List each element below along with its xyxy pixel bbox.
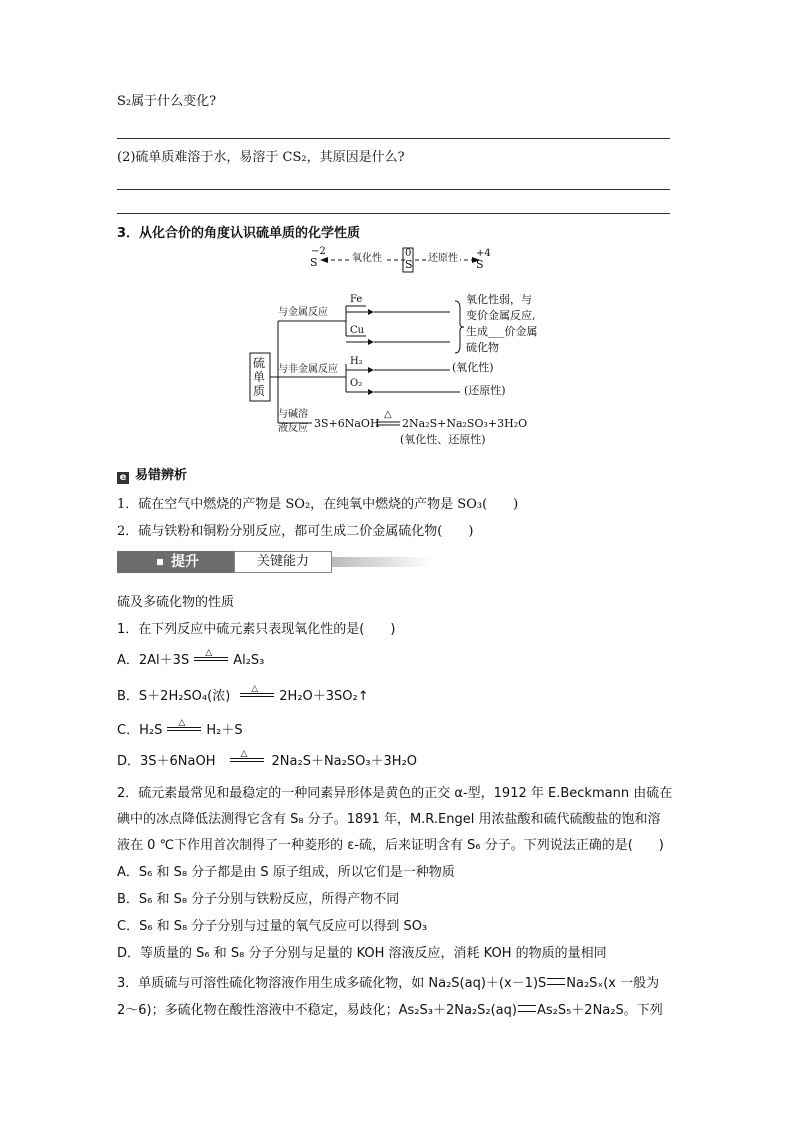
mistake-item-1: 1．硫在空气中燃烧的产物是 SO₂，在纯氧中燃烧的产物是 SO₃( ) xyxy=(117,497,519,512)
metal-note-line-1: 氧化性弱，与 xyxy=(466,293,532,306)
q1-d-lhs: D．3S＋6NaOH xyxy=(117,754,216,769)
practice-topic: 硫及多硫化物的性质 xyxy=(117,595,235,610)
banner-left xyxy=(117,551,234,573)
q2-option-a: A．S₆ 和 S₈ 分子都是由 S 原子组成，所以它们是一种物质 xyxy=(117,865,455,880)
h2-label: H₂ xyxy=(350,356,363,367)
banner-gradient xyxy=(332,557,432,567)
o2-note: (还原性) xyxy=(464,384,506,397)
metal-note-line-2: 变价金属反应, xyxy=(466,309,536,322)
equals-sign xyxy=(547,978,565,985)
q1-a-lhs: A．2Al＋3S xyxy=(117,653,190,668)
brace xyxy=(455,301,464,353)
q2-line-2: 碘中的冰点降低法测得它含有 S₈ 分子。1891 年，M.R.Engel 用浓盐酸和硫代硫酸盐的饱和溶 xyxy=(117,812,661,827)
alkali-note: (氧化性、还原性) xyxy=(400,433,486,446)
s-zero-valence: 0 xyxy=(405,248,412,259)
q2-option-d: D．等质量的 S₆ 和 S₈ 分子分别与足量的 KOH 溶液反应，消耗 KOH 的物质的量相同 xyxy=(117,946,607,961)
branch-alkali-label-2: 液反应 xyxy=(278,423,308,434)
mistakes-title-text: 易错辨析 xyxy=(135,468,188,483)
branch-nonmetal-label: 与非金属反应 xyxy=(278,364,338,375)
q3-line-2-a: 2～6)；多硫化物在酸性溶液中不稳定，易歧化；As₂S₃＋2Na₂S₂(aq) xyxy=(117,1003,517,1018)
sulfur-properties-diagram xyxy=(240,246,560,456)
answer-line xyxy=(117,138,670,139)
q1-b-lhs: B．S＋2H₂SO₄(浓) xyxy=(117,689,231,704)
banner-left-text: 提升 xyxy=(171,554,199,570)
q1-a-rhs: Al₂S₃ xyxy=(233,653,265,668)
q1-d-rhs: 2Na₂S＋Na₂SO₃＋3H₂O xyxy=(271,754,418,769)
q3-line-1-b: Na₂Sₓ(x 一般为 xyxy=(566,976,660,991)
section-banner xyxy=(117,551,432,573)
answer-line xyxy=(117,189,670,190)
q2-line-1: 2．硫元素最常见和最稳定的一种同素异形体是黄色的正交 α-型，1912 年 E.Beckmann 由硫在 xyxy=(117,786,673,801)
s-plus-4: S xyxy=(476,258,484,271)
banner-right-text: 关键能力 xyxy=(234,551,332,573)
s-zero: S xyxy=(405,258,413,271)
fe-label: Fe xyxy=(350,294,363,305)
s-plus-4-valence: +4 xyxy=(476,248,491,259)
question-2-text: (2)硫单质难溶于水，易溶于 CS₂，其原因是什么? xyxy=(117,150,405,165)
s-minus-2-valence: −2 xyxy=(311,246,326,257)
square-icon xyxy=(157,559,163,565)
q1-option-d xyxy=(117,749,418,771)
q1-option-a xyxy=(117,648,265,670)
answer-line xyxy=(117,213,670,214)
e-badge-icon: e xyxy=(117,472,129,484)
q3-line-1 xyxy=(117,975,659,993)
q2-option-b: B．S₆ 和 S₈ 分子分别与铁粉反应，所得产物不同 xyxy=(117,892,400,907)
q1-b-rhs: 2H₂O＋3SO₂↑ xyxy=(279,689,369,704)
q3-line-2-b: As₂S₅＋2Na₂S。下列 xyxy=(536,1003,663,1018)
metal-note-line-4: 硫化物 xyxy=(466,341,499,354)
section-3-title: 3．从化合价的角度认识硫单质的化学性质 xyxy=(117,226,361,241)
alkali-equation-lhs: 3S+6NaOH xyxy=(314,417,380,430)
heat-equals-sign: △ xyxy=(240,688,274,702)
reducing-label: 还原性 xyxy=(428,253,458,264)
metal-note-line-3: 生成___价金属 xyxy=(466,325,538,338)
delta-sign: △ xyxy=(384,409,392,420)
q1-option-b xyxy=(117,684,369,706)
q1-c-lhs: C．H₂S xyxy=(117,723,163,738)
equals-sign xyxy=(518,1005,536,1012)
practice-q1: 1．在下列反应中硫元素只表现氧化性的是( ) xyxy=(117,622,396,637)
root-label: 硫单质 xyxy=(253,356,266,398)
cu-label: Cu xyxy=(350,325,365,336)
branch-metal-label: 与金属反应 xyxy=(278,307,328,318)
q1-option-c xyxy=(117,718,243,740)
h2-note: (氧化性) xyxy=(452,361,494,374)
q3-line-2 xyxy=(117,1002,663,1020)
heat-equals-sign: △ xyxy=(167,722,201,736)
mistakes-title xyxy=(117,467,187,485)
o2-label: O₂ xyxy=(350,378,363,389)
alkali-equation-rhs: 2Na₂S+Na₂SO₃+3H₂O xyxy=(402,417,528,430)
oxidizing-label: 氧化性 xyxy=(352,253,382,264)
mistake-item-2: 2．硫与铁粉和铜粉分别反应，都可生成二价金属硫化物( ) xyxy=(117,524,474,539)
heat-equals-sign: △ xyxy=(194,652,228,666)
q2-option-c: C．S₆ 和 S₈ 分子分别与过量的氧气反应可以得到 SO₃ xyxy=(117,919,428,934)
q3-line-1-a: 3．单质硫与可溶性硫化物溶液作用生成多硫化物，如 Na₂S(aq)＋(x－1)S xyxy=(117,976,547,991)
heat-equals-sign: △ xyxy=(230,753,264,767)
question-tail-text: S₂属于什么变化? xyxy=(117,94,217,109)
s-minus-2: S xyxy=(310,256,318,269)
branch-alkali-label-1: 与碱溶 xyxy=(278,409,308,420)
q1-c-rhs: H₂＋S xyxy=(206,723,243,738)
q2-line-3: 液在 0 ℃下作用首次制得了一种菱形的 ε-硫，后来证明含有 S₆ 分子。下列说法正确的是( ) xyxy=(117,838,664,853)
